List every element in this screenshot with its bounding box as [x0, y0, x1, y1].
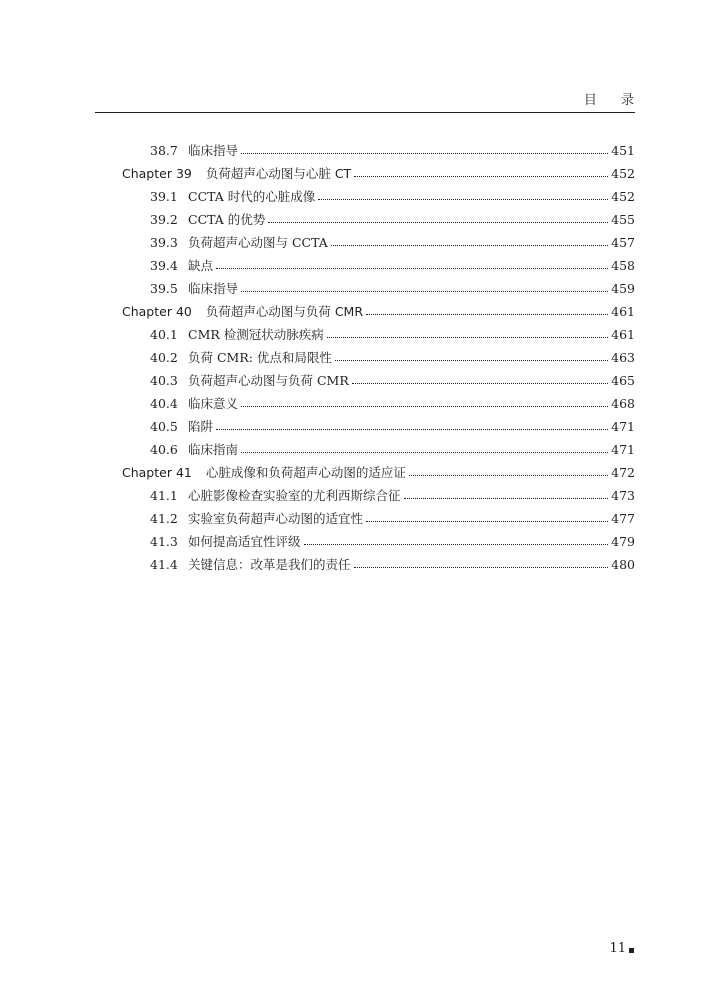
toc-entry-page: 457: [611, 235, 635, 250]
toc-entry-page: 479: [611, 534, 635, 549]
dot-leader: [354, 566, 609, 568]
toc-entry-number: 40.6: [150, 442, 178, 457]
dot-leader: [327, 336, 608, 338]
toc-section-entry[interactable]: [150, 369, 635, 392]
toc-entry-page: 461: [611, 327, 635, 342]
toc-entry-number: 40.3: [150, 373, 178, 388]
toc-entry-page: 463: [611, 350, 635, 365]
toc-entry-title: 负荷超声心动图与 CCTA: [188, 235, 328, 250]
dot-leader: [404, 497, 609, 499]
toc-section-entry[interactable]: [150, 139, 635, 162]
toc-chapter-entry[interactable]: [122, 162, 635, 185]
dot-leader: [335, 359, 608, 361]
toc-entry-page: 472: [611, 465, 635, 480]
toc-entry-title: 临床指南: [188, 442, 239, 457]
toc-section-entry[interactable]: [150, 231, 635, 254]
toc-entry-number: 41.1: [150, 488, 178, 503]
toc-entry-number: 38.7: [150, 143, 178, 158]
toc-entry-page: 473: [611, 488, 635, 503]
toc-entry-page: 455: [611, 212, 635, 227]
dot-leader: [354, 175, 608, 177]
dot-leader: [241, 405, 608, 407]
toc-section-entry[interactable]: [150, 553, 635, 576]
toc-entry-page: 452: [611, 166, 635, 181]
toc-entry-page: 461: [611, 304, 635, 319]
toc-entry-page: 452: [611, 189, 635, 204]
toc-entry-title: 关键信息：改革是我们的责任: [188, 557, 351, 572]
toc-entry-number: 39.4: [150, 258, 178, 273]
toc-entry-title: 临床指导: [188, 143, 239, 158]
toc-chapter-entry[interactable]: [122, 300, 635, 323]
toc-entry-number: 40.4: [150, 396, 178, 411]
toc-section-entry[interactable]: [150, 438, 635, 461]
dot-leader: [216, 428, 608, 430]
dot-leader: [352, 382, 608, 384]
toc-entry-title: 负荷 CMR: 优点和局限性: [188, 350, 332, 365]
toc-entry-title: 负荷超声心动图与负荷 CMR: [205, 304, 364, 319]
toc-section-entry[interactable]: [150, 346, 635, 369]
toc-entry-page: 465: [611, 373, 635, 388]
dot-leader: [366, 520, 608, 522]
toc-entry-number: 39.1: [150, 189, 178, 204]
toc-entry-page: 477: [611, 511, 635, 526]
dot-leader: [304, 543, 609, 545]
toc-entry-page: 471: [611, 442, 635, 457]
toc-entry-number: 39.5: [150, 281, 178, 296]
toc-entry-page: 480: [611, 557, 635, 572]
toc-entry-title: 心脏成像和负荷超声心动图的适应证: [205, 465, 406, 480]
dot-leader: [241, 152, 608, 154]
toc-entry-title: 心脏影像检查实验室的尤利西斯综合征: [188, 488, 401, 503]
toc-entry-page: 458: [611, 258, 635, 273]
toc-section-entry[interactable]: [150, 484, 635, 507]
toc-entry-title: 缺点: [188, 258, 214, 273]
toc-entry-title: 负荷超声心动图与心脏 CT: [205, 166, 352, 181]
toc-section-entry[interactable]: [150, 254, 635, 277]
toc-entry-page: 471: [611, 419, 635, 434]
page-header-title: 目 录: [583, 93, 644, 108]
toc-section-entry[interactable]: [150, 507, 635, 530]
toc-entry-title: CCTA 的优势: [188, 212, 266, 227]
toc-section-entry[interactable]: [150, 323, 635, 346]
page-number: 11: [609, 941, 626, 956]
toc-entry-title: 临床指导: [188, 281, 239, 296]
dot-leader: [241, 290, 608, 292]
toc-section-entry[interactable]: [150, 415, 635, 438]
toc-entry-title: 如何提高适宜性评级: [188, 534, 301, 549]
toc-entry-number: Chapter 41: [122, 465, 192, 480]
toc-entry-title: CMR 检测冠状动脉疾病: [188, 327, 324, 342]
header-rule: [95, 112, 635, 113]
toc-entry-number: 41.4: [150, 557, 178, 572]
toc-entry-number: Chapter 40: [122, 304, 192, 319]
toc-section-entry[interactable]: [150, 185, 635, 208]
toc-entry-title: 陷阱: [188, 419, 214, 434]
toc-entry-page: 451: [611, 143, 635, 158]
toc-entry-number: 40.1: [150, 327, 178, 342]
dot-leader: [318, 198, 608, 200]
page-number-marker: [629, 948, 634, 953]
dot-leader: [366, 313, 608, 315]
toc-entry-title: 临床意义: [188, 396, 239, 411]
toc-entry-page: 468: [611, 396, 635, 411]
toc-entry-title: CCTA 时代的心脏成像: [188, 189, 316, 204]
toc-chapter-entry[interactable]: [122, 461, 635, 484]
dot-leader: [331, 244, 608, 246]
dot-leader: [409, 474, 608, 476]
toc-entry-number: 41.3: [150, 534, 178, 549]
toc-section-entry[interactable]: [150, 392, 635, 415]
toc-entry-number: 40.5: [150, 419, 178, 434]
toc-section-entry[interactable]: [150, 208, 635, 231]
toc-entry-number: 41.2: [150, 511, 178, 526]
toc-section-entry[interactable]: [150, 277, 635, 300]
toc-entry-title: 实验室负荷超声心动图的适宜性: [188, 511, 364, 526]
dot-leader: [268, 221, 608, 223]
dot-leader: [241, 451, 608, 453]
toc-entry-page: 459: [611, 281, 635, 296]
toc-entry-title: 负荷超声心动图与负荷 CMR: [188, 373, 349, 388]
toc-entry-number: 40.2: [150, 350, 178, 365]
dot-leader: [216, 267, 608, 269]
toc-entry-number: 39.3: [150, 235, 178, 250]
toc-entry-number: Chapter 39: [122, 166, 192, 181]
toc-section-entry[interactable]: [150, 530, 635, 553]
toc-entry-number: 39.2: [150, 212, 178, 227]
